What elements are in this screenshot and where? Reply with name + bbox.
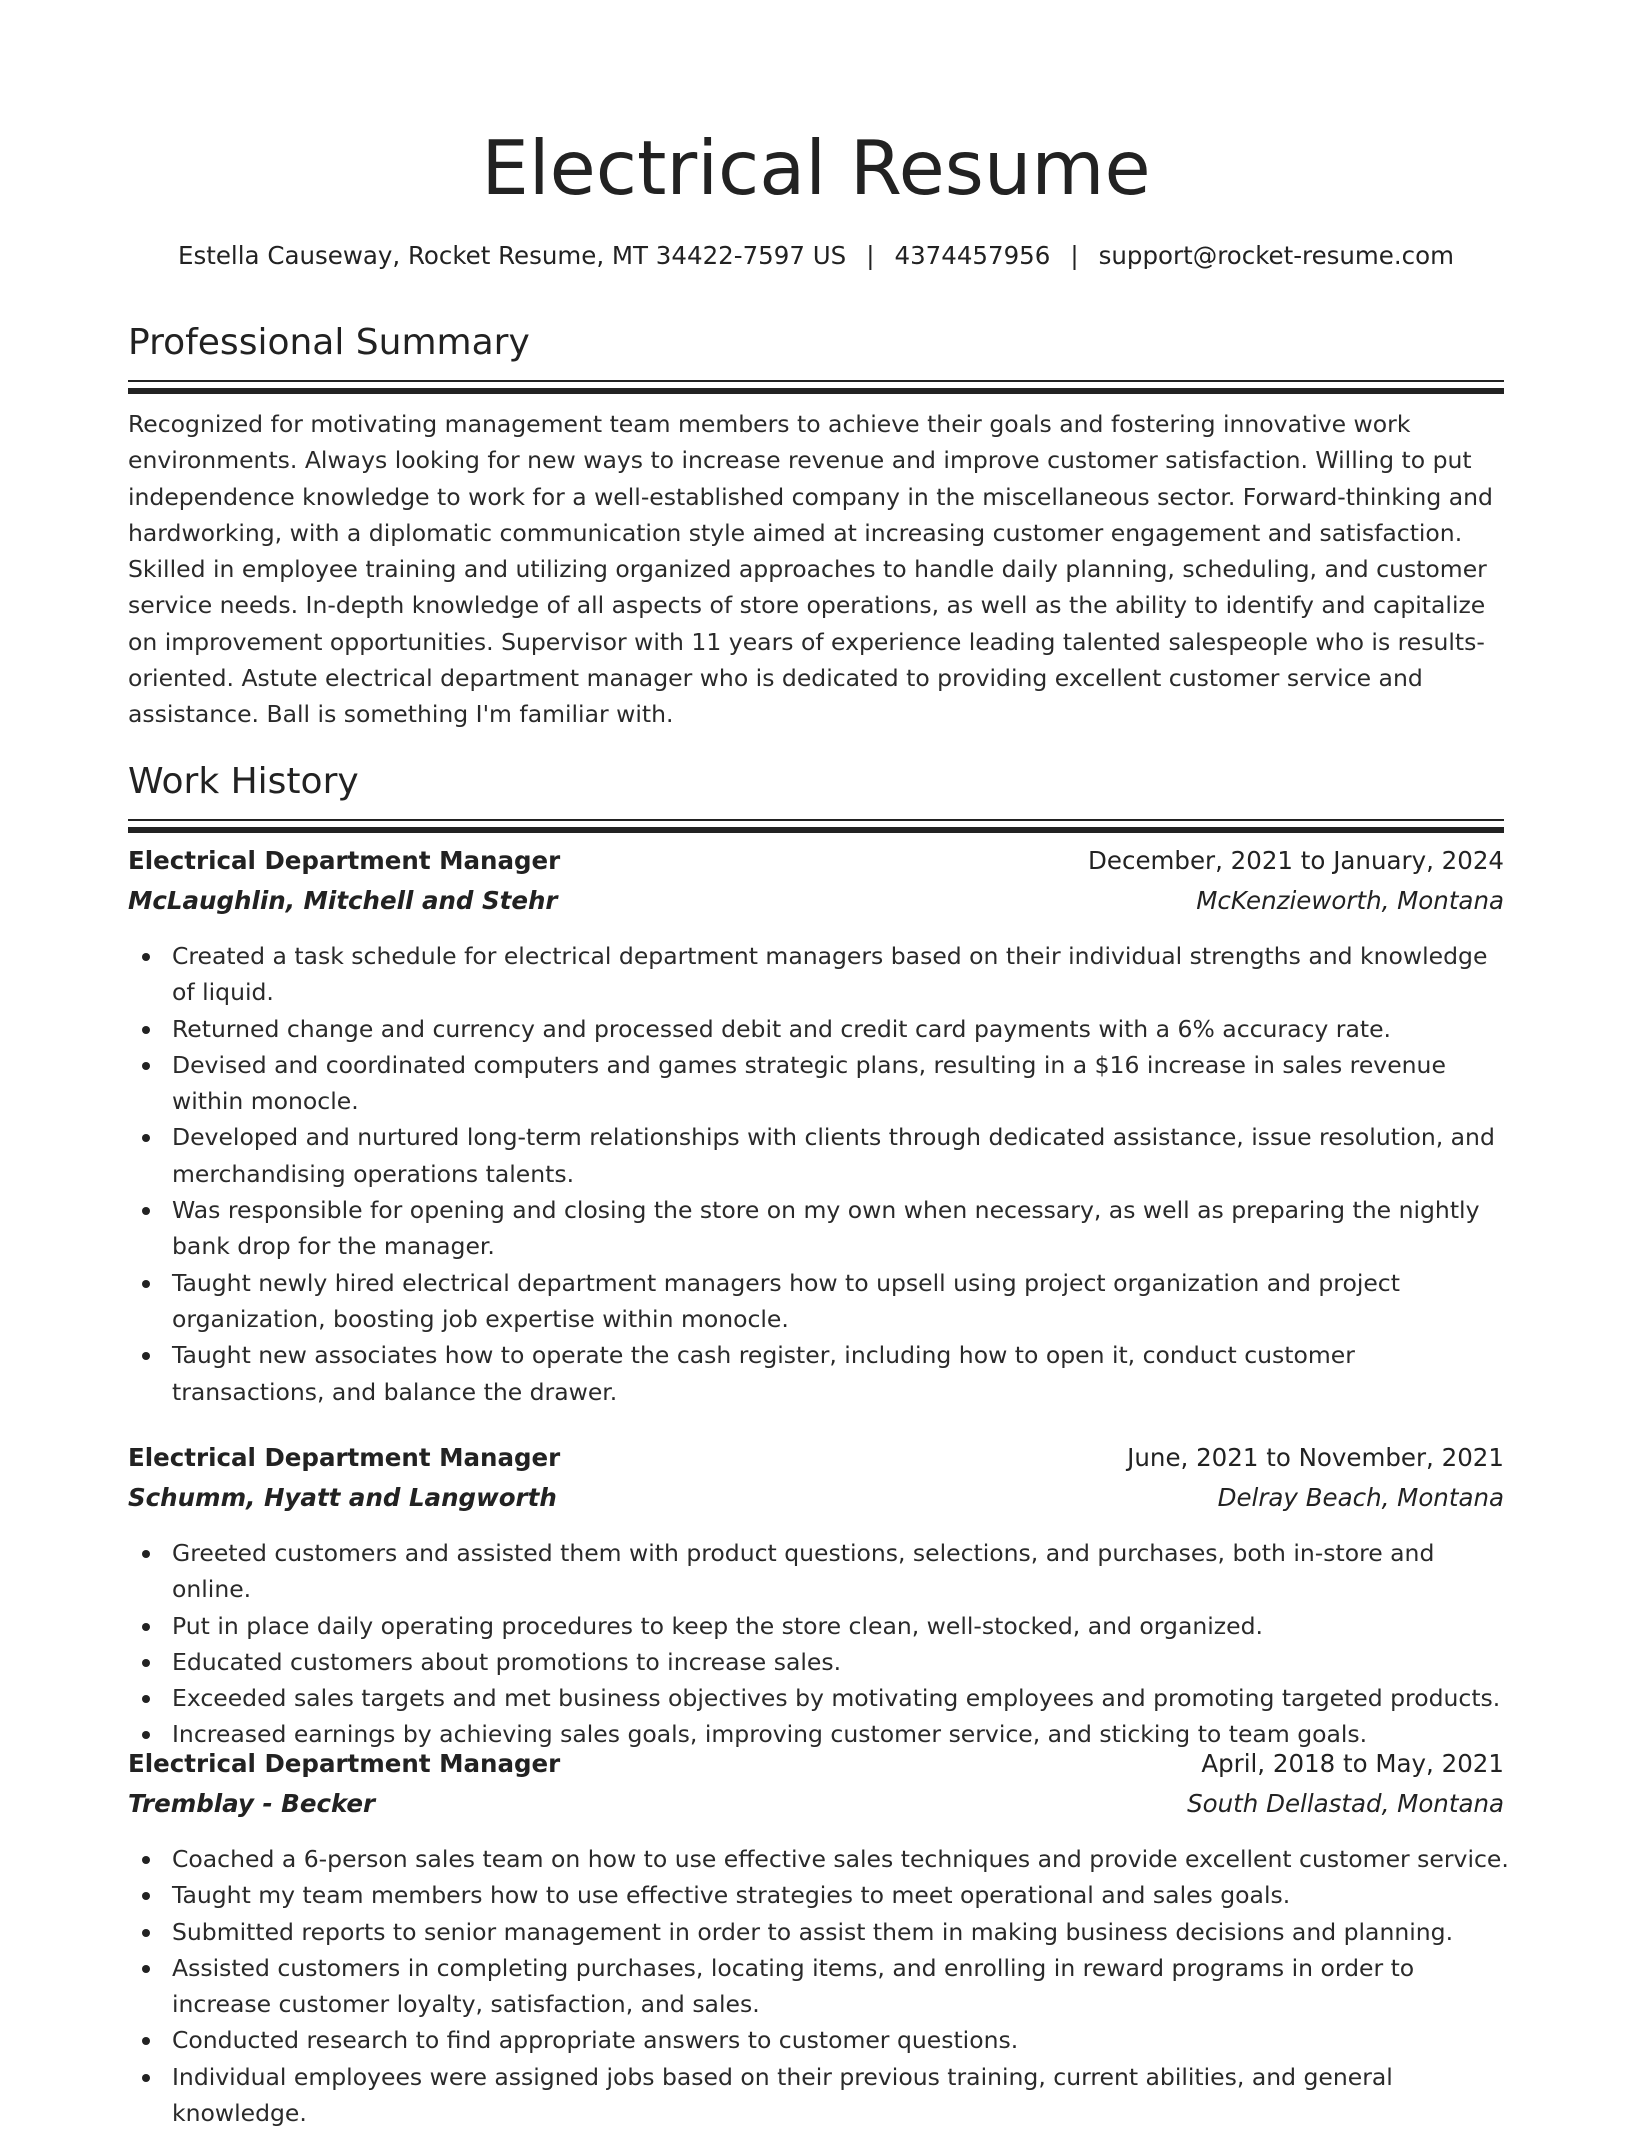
job-bullet: Submitted reports to senior management in order to assist them in making business decisions and planning.: [128, 1914, 1512, 1950]
resume-title: Electrical Resume: [481, 124, 1151, 212]
contact-separator: |: [866, 241, 875, 270]
job-company: Schumm, Hyatt and Langworth: [128, 1483, 557, 1512]
job-company-row: [128, 1483, 1504, 1523]
contact-line: [128, 238, 1504, 274]
job-location: McKenzieworth, Montana: [1196, 886, 1504, 915]
contact-address: Estella Causeway, Rocket Resume, MT 34422-7597 US: [178, 241, 847, 270]
job-title: Electrical Department Manager: [128, 1749, 561, 1778]
contact-phone: 4374457956: [894, 241, 1051, 270]
job-bullet: Put in place daily operating procedures to keep the store clean, well-stocked, and organized.: [128, 1608, 1512, 1644]
job-company-row: [128, 886, 1504, 926]
job-bullet: Educated customers about promotions to increase sales.: [128, 1644, 1512, 1680]
job-bullet: Greeted customers and assisted them with product questions, selections, and purchases, both in-store and online.: [128, 1535, 1512, 1608]
job-bullet: Taught new associates how to operate the cash register, including how to open it, conduct customer transactions, and balance the drawer.: [128, 1337, 1512, 1410]
job-header-row: [128, 1443, 1504, 1483]
job-bullet: Exceeded sales targets and met business objectives by motivating employees and promoting targeted products.: [128, 1680, 1512, 1716]
job-bullet: Coached a 6-person sales team on how to use effective sales techniques and provide excellent customer service.: [128, 1841, 1512, 1877]
job-bullet: Returned change and currency and processed debit and credit card payments with a 6% accuracy rate.: [128, 1011, 1512, 1047]
job-bullet: Created a task schedule for electrical department managers based on their individual strengths and knowledge of liquid.: [128, 938, 1512, 1011]
job-bullets: [128, 1535, 1504, 1753]
job-entry: [128, 846, 1504, 1410]
summary-heading: Professional Summary: [128, 322, 530, 363]
summary-section: [128, 318, 1504, 390]
job-bullet: Taught newly hired electrical department managers how to upsell using project organization and project organization, boosting job expertise within monocle.: [128, 1265, 1512, 1338]
job-bullet: Was responsible for opening and closing the store on my own when necessary, as well as preparing the nightly bank drop for the manager.: [128, 1192, 1512, 1265]
job-dates: April, 2018 to May, 2021: [1201, 1749, 1504, 1778]
summary-text: Recognized for motivating management team members to achieve their goals and fostering innovative work environments. Always looking for new ways to increase revenue and improve customer satisfaction. Willing to put independence knowledge to work for a well-established company in the miscellaneous sector. Forward-thinking and hardworking, with a diplomatic communication style aimed at increasing customer engagement and satisfaction. Skilled in employee training and utilizing organized approaches to handle daily planning, scheduling, and customer service needs. In-depth knowledge of all aspects of store operations, as well as the ability to identify and capitalize on improvement opportunities. Supervisor with 11 years of experience leading talented salespeople who is results-oriented. Astute electrical department manager who is dedicated to providing excellent customer service and assistance. Ball is something I'm familiar with.: [128, 410, 1493, 729]
job-bullet: Assisted customers in completing purchases, locating items, and enrolling in reward programs in order to increase customer loyalty, satisfaction, and sales.: [128, 1950, 1512, 2023]
job-bullets: [128, 1841, 1509, 2131]
job-location: South Dellastad, Montana: [1187, 1789, 1504, 1818]
job-entry: [128, 1443, 1504, 1753]
job-header-row: [128, 846, 1504, 886]
job-bullet: Taught my team members how to use effective strategies to meet operational and sales goals.: [128, 1877, 1512, 1913]
job-dates: June, 2021 to November, 2021: [1127, 1443, 1504, 1472]
job-company: McLaughlin, Mitchell and Stehr: [128, 886, 558, 915]
section-divider: [128, 819, 1504, 829]
job-entry: [128, 1749, 1509, 2131]
job-bullet: Individual employees were assigned jobs based on their previous training, current abilities, and general knowledge.: [128, 2059, 1512, 2131]
work-history-heading: Work History: [128, 761, 359, 802]
work-history-section: [128, 757, 1504, 829]
job-bullet: Conducted research to find appropriate answers to customer questions.: [128, 2022, 1512, 2058]
job-company: Tremblay - Becker: [128, 1789, 376, 1818]
job-location: Delray Beach, Montana: [1217, 1483, 1504, 1512]
job-bullet: Developed and nurtured long-term relationships with clients through dedicated assistance, issue resolution, and merchandising operations talents.: [128, 1119, 1512, 1192]
job-header-row: [128, 1749, 1504, 1789]
job-title: Electrical Department Manager: [128, 846, 561, 875]
job-bullet: Devised and coordinated computers and games strategic plans, resulting in a $16 increase in sales revenue within monocle.: [128, 1047, 1512, 1120]
contact-separator: |: [1070, 241, 1079, 270]
job-company-row: [128, 1789, 1504, 1829]
section-divider: [128, 380, 1504, 390]
job-bullets: [128, 938, 1504, 1410]
job-bullet: Increased earnings by achieving sales goals, improving customer service, and sticking to team goals.: [128, 1716, 1512, 1752]
job-dates: December, 2021 to January, 2024: [1088, 846, 1504, 875]
contact-email: support@rocket-resume.com: [1098, 241, 1454, 270]
job-title: Electrical Department Manager: [128, 1443, 561, 1472]
